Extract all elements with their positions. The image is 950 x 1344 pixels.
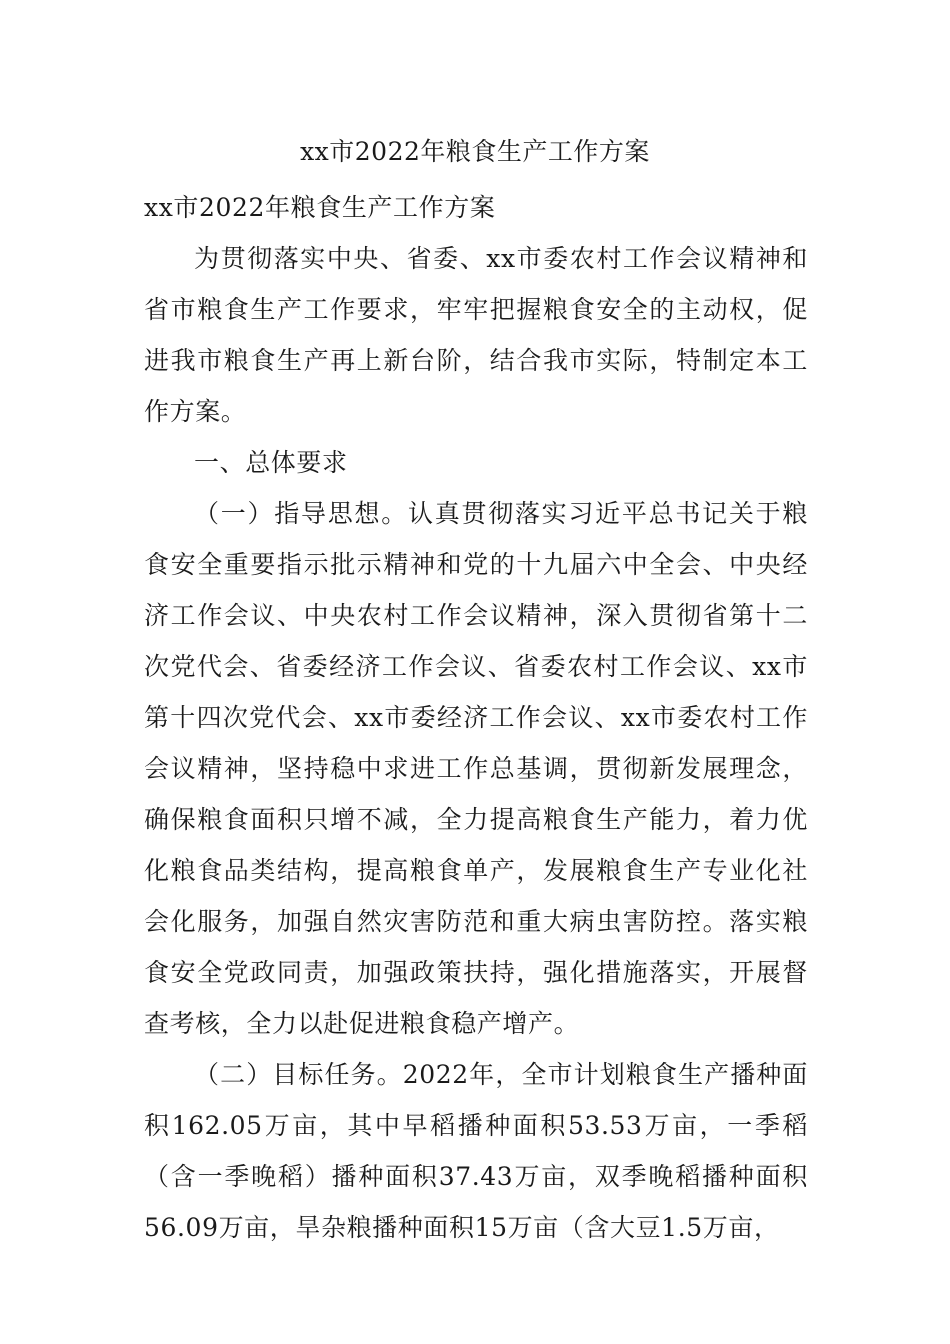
section-heading-general-requirements: 一、总体要求 xyxy=(194,448,348,477)
document-body xyxy=(144,182,808,1253)
paragraph-target-tasks: （二）目标任务。2022年，全市计划粮食生产播种面积162.05万亩，其中早稻播种面积53.53万亩，一季稻（含一季晚稻）播种面积37.43万亩，双季晚稻播种面积56.09万亩，旱杂粮播种面积15万亩（含大豆1.5万亩， xyxy=(144,1060,808,1242)
document-title: xx市2022年粮食生产工作方案 xyxy=(300,137,650,166)
paragraph-intro: 为贯彻落实中央、省委、xx市委农村工作会议精神和省市粮食生产工作要求，牢牢把握粮食安全的主动权，促进我市粮食生产再上新台阶，结合我市实际，特制定本工作方案。 xyxy=(144,244,808,426)
document-subtitle: xx市2022年粮食生产工作方案 xyxy=(144,193,496,222)
paragraph-guiding-ideology: （一）指导思想。认真贯彻落实习近平总书记关于粮食安全重要指示批示精神和党的十九届六中全会、中央经济工作会议、中央农村工作会议精神，深入贯彻省第十二次党代会、省委经济工作会议、省委农村工作会议、xx市第十四次党代会、xx市委经济工作会议、xx市委农村工作会议精神，坚持稳中求进工作总基调，贯彻新发展理念，确保粮食面积只增不减，全力提高粮食生产能力，着力优化粮食品类结构，提高粮食单产，发展粮食生产专业化社会化服务，加强自然灾害防范和重大病虫害防控。落实粮食安全党政同责，加强政策扶持，强化措施落实，开展督查考核，全力以赴促进粮食稳产增产。 xyxy=(144,499,808,1038)
